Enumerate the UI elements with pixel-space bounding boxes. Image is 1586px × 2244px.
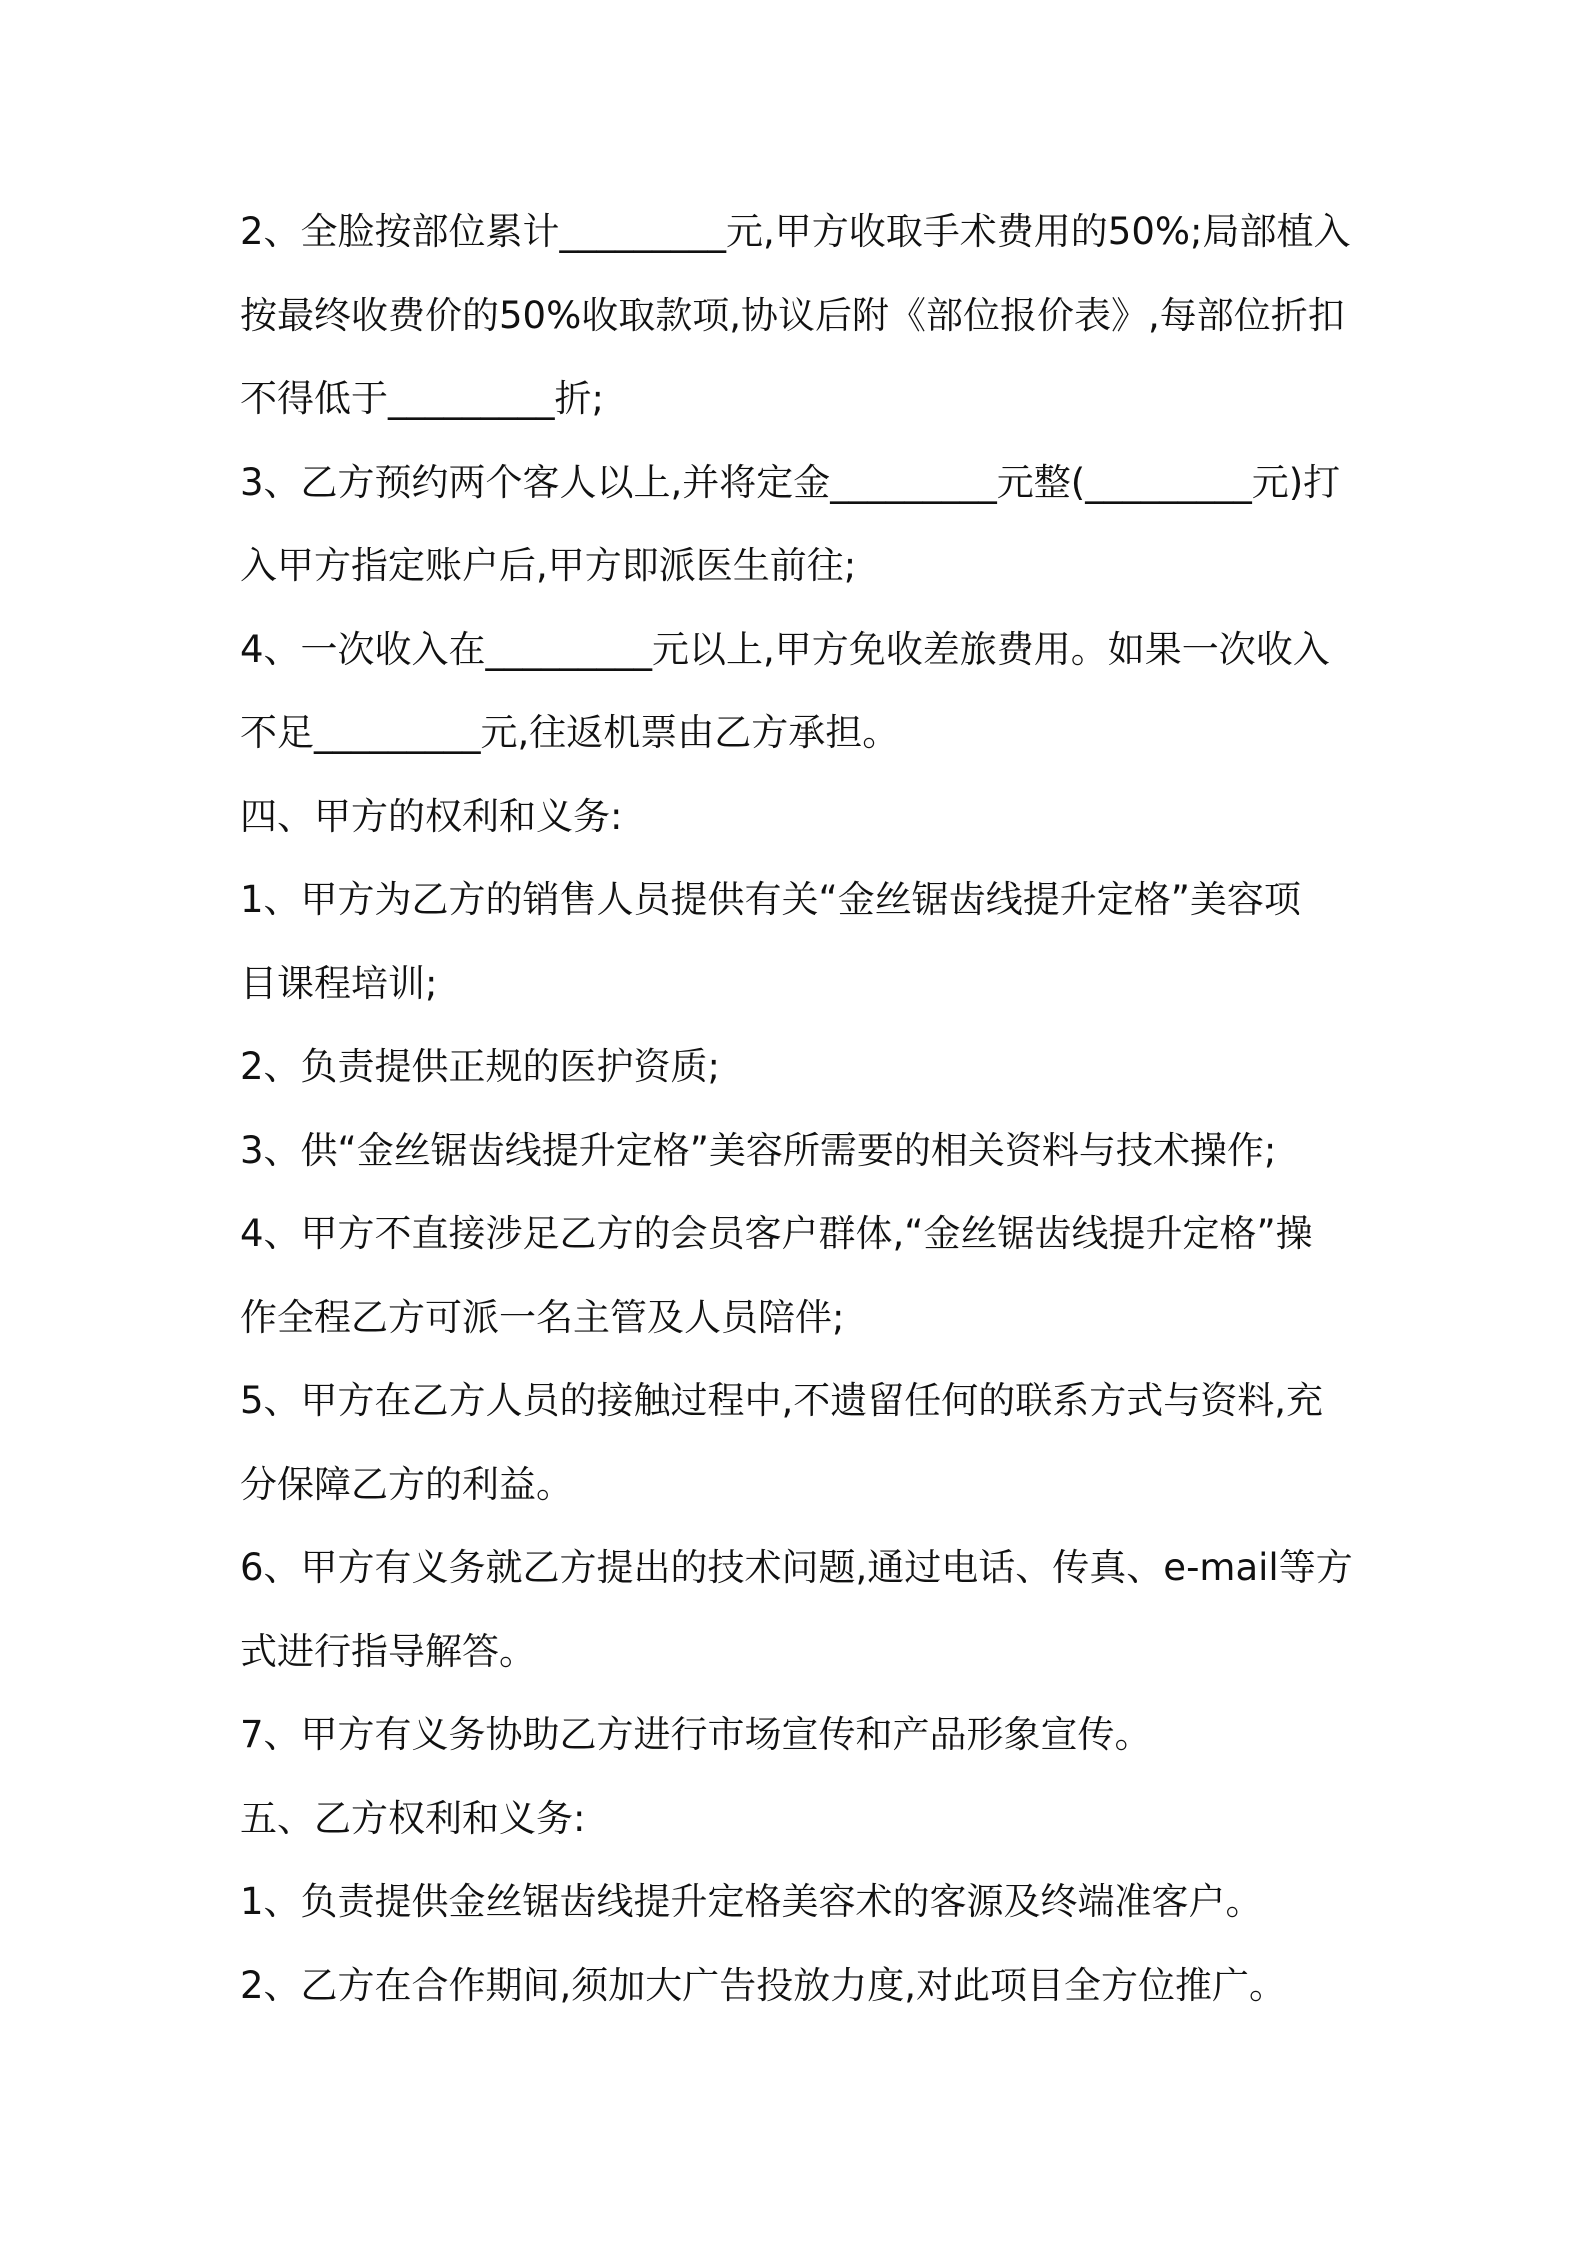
text-line: 2、负责提供正规的医护资质; bbox=[240, 1045, 721, 1088]
text-line: 不足_________元,往返机票由乙方承担。 bbox=[240, 711, 900, 754]
document-body bbox=[240, 200, 1370, 2037]
text-line: 7、甲方有义务协助乙方进行市场宣传和产品形象宣传。 bbox=[240, 1713, 1152, 1756]
text-line: 2、全脸按部位累计_________元,甲方收取手术费用的50%;局部植入 bbox=[240, 210, 1351, 253]
section-heading: 五、乙方权利和义务: bbox=[240, 1796, 586, 1840]
text-line: 分保障乙方的利益。 bbox=[240, 1462, 573, 1506]
section-heading: 四、甲方的权利和义务: bbox=[240, 794, 623, 838]
text-line: 式进行指导解答。 bbox=[240, 1629, 536, 1673]
text-line: 不得低于_________折; bbox=[240, 377, 604, 420]
text-line: 按最终收费价的50%收取款项,协议后附《部位报价表》,每部位折扣 bbox=[240, 293, 1345, 337]
text-line: 目课程培训; bbox=[240, 961, 438, 1005]
text-line: 入甲方指定账户后,甲方即派医生前往; bbox=[240, 544, 857, 587]
text-line: 5、甲方在乙方人员的接触过程中,不遗留任何的联系方式与资料,充 bbox=[240, 1379, 1324, 1422]
text-line: 3、乙方预约两个客人以上,并将定金_________元整(_________元)打 bbox=[240, 460, 1341, 504]
text-line: 4、一次收入在_________元以上,甲方免收差旅费用。如果一次收入 bbox=[240, 627, 1330, 671]
text-line: 3、供“金丝锯齿线提升定格”美容所需要的相关资料与技术操作; bbox=[240, 1128, 1277, 1172]
text-line: 1、甲方为乙方的销售人员提供有关“金丝锯齿线提升定格”美容项 bbox=[240, 878, 1301, 921]
text-line: 作全程乙方可派一名主管及人员陪伴; bbox=[240, 1295, 845, 1339]
text-line: 2、乙方在合作期间,须加大广告投放力度,对此项目全方位推广。 bbox=[240, 1963, 1287, 2007]
text-line: 4、甲方不直接涉足乙方的会员客户群体,“金丝锯齿线提升定格”操 bbox=[240, 1212, 1313, 1255]
text-line: 6、甲方有义务就乙方提出的技术问题,通过电话、传真、e-mail等方 bbox=[240, 1546, 1353, 1589]
text-line: 1、负责提供金丝锯齿线提升定格美容术的客源及终端准客户。 bbox=[240, 1880, 1263, 1923]
